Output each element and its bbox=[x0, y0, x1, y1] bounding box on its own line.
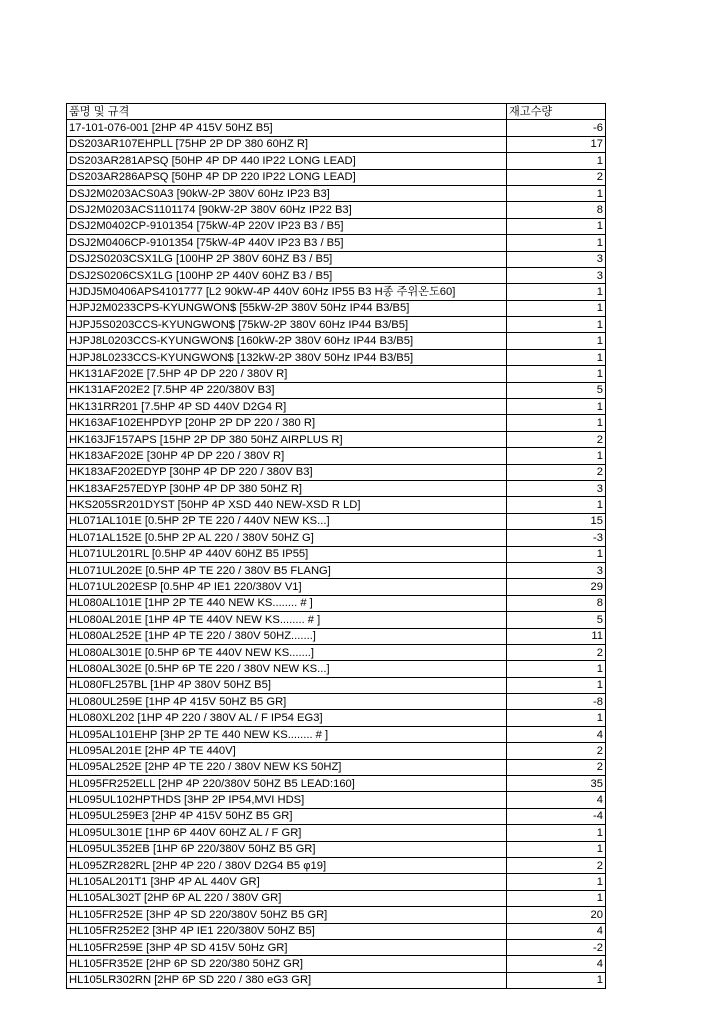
table-row bbox=[67, 153, 606, 169]
table-row bbox=[67, 185, 606, 201]
item-qty-cell: 17 bbox=[507, 136, 606, 152]
item-name-cell: HJDJ5M0406APS4101777 [L2 90kW-4P 440V 60Hz IP55 B3 H종 주위온도60] bbox=[67, 284, 507, 300]
item-qty-cell: 2 bbox=[507, 857, 606, 873]
table-row bbox=[67, 743, 606, 759]
item-qty-cell: 1 bbox=[507, 366, 606, 382]
item-name-cell: HK131AF202E2 [7.5HP 4P 220/380V B3] bbox=[67, 382, 507, 398]
item-name-cell: HL105AL201T1 [3HP 4P AL 440V GR] bbox=[67, 874, 507, 890]
item-qty-cell: 2 bbox=[507, 759, 606, 775]
item-qty-cell: 5 bbox=[507, 612, 606, 628]
item-qty-cell: 1 bbox=[507, 415, 606, 431]
item-name-cell: HL071AL101E [0.5HP 2P TE 220 / 440V NEW KS...] bbox=[67, 513, 507, 529]
table-row bbox=[67, 710, 606, 726]
item-name-cell: HJPJ5S0203CCS-KYUNGWON$ [75kW-2P 380V 60Hz IP44 B3/B5] bbox=[67, 317, 507, 333]
table-row bbox=[67, 480, 606, 496]
item-name-cell: DS203AR281APSQ [50HP 4P DP 440 IP22 LONG LEAD] bbox=[67, 153, 507, 169]
table-row bbox=[67, 382, 606, 398]
item-name-cell: HL095AL201E [2HP 4P TE 440V] bbox=[67, 743, 507, 759]
table-row bbox=[67, 169, 606, 185]
table-row bbox=[67, 415, 606, 431]
table-row bbox=[67, 120, 606, 136]
item-qty-cell: 35 bbox=[507, 776, 606, 792]
table-row bbox=[67, 612, 606, 628]
table-row bbox=[67, 776, 606, 792]
item-qty-cell: 15 bbox=[507, 513, 606, 529]
table-row bbox=[67, 235, 606, 251]
item-qty-cell: 5 bbox=[507, 382, 606, 398]
item-qty-cell: 4 bbox=[507, 726, 606, 742]
item-name-cell: HK131RR201 [7.5HP 4P SD 440V D2G4 R] bbox=[67, 399, 507, 415]
item-qty-cell: -6 bbox=[507, 120, 606, 136]
table-row bbox=[67, 857, 606, 873]
item-name-cell: HL095AL252E [2HP 4P TE 220 / 380V NEW KS 50HZ] bbox=[67, 759, 507, 775]
table-row bbox=[67, 841, 606, 857]
item-name-cell: DSJ2M0406CP-9101354 [75kW-4P 440V IP23 B3 / B5] bbox=[67, 235, 507, 251]
item-name-cell: HK183AF202EDYP [30HP 4P DP 220 / 380V B3] bbox=[67, 464, 507, 480]
table-row bbox=[67, 431, 606, 447]
item-name-cell: HL095AL101EHP [3HP 2P TE 440 NEW KS........ # ] bbox=[67, 726, 507, 742]
table-row bbox=[67, 661, 606, 677]
item-name-cell: HL105FR252E [3HP 4P SD 220/380V 50HZ B5 GR] bbox=[67, 907, 507, 923]
item-name-cell: HL105FR352E [2HP 6P SD 220/380 50HZ GR] bbox=[67, 956, 507, 972]
item-name-cell: HJPJ8L0233CCS-KYUNGWON$ [132kW-2P 380V 50Hz IP44 B3/B5] bbox=[67, 349, 507, 365]
table-row bbox=[67, 956, 606, 972]
item-name-cell: HL105FR259E [3HP 4P SD 415V 50Hz GR] bbox=[67, 939, 507, 955]
item-name-cell: HL071UL202ESP [0.5HP 4P IE1 220/380V V1] bbox=[67, 579, 507, 595]
table-row bbox=[67, 267, 606, 283]
item-name-cell: DS203AR286APSQ [50HP 4P DP 220 IP22 LONG LEAD] bbox=[67, 169, 507, 185]
item-qty-cell: 1 bbox=[507, 399, 606, 415]
item-qty-cell: 11 bbox=[507, 628, 606, 644]
item-name-cell: HL105AL302T [2HP 6P AL 220 / 380V GR] bbox=[67, 890, 507, 906]
table-row bbox=[67, 972, 606, 988]
item-name-cell: HK163JF157APS [15HP 2P DP 380 50HZ AIRPLUS R] bbox=[67, 431, 507, 447]
table-row bbox=[67, 448, 606, 464]
item-qty-cell: 1 bbox=[507, 153, 606, 169]
item-qty-cell: 2 bbox=[507, 644, 606, 660]
item-qty-cell: 1 bbox=[507, 284, 606, 300]
item-qty-cell: 3 bbox=[507, 267, 606, 283]
header-name: 품명 및 규격 bbox=[67, 104, 507, 120]
item-qty-cell: 1 bbox=[507, 825, 606, 841]
item-name-cell: HL095UL259E3 [2HP 4P 415V 50HZ B5 GR] bbox=[67, 808, 507, 824]
table-row bbox=[67, 694, 606, 710]
table-row bbox=[67, 333, 606, 349]
item-qty-cell: 1 bbox=[507, 235, 606, 251]
item-name-cell: HL105LR302RN [2HP 6P SD 220 / 380 eG3 GR] bbox=[67, 972, 507, 988]
item-qty-cell: 1 bbox=[507, 841, 606, 857]
table-row bbox=[67, 923, 606, 939]
table-row bbox=[67, 874, 606, 890]
table-row bbox=[67, 513, 606, 529]
item-name-cell: DSJ2S0203CSX1LG [100HP 2P 380V 60HZ B3 / B5] bbox=[67, 251, 507, 267]
item-qty-cell: 1 bbox=[507, 333, 606, 349]
item-qty-cell: -3 bbox=[507, 530, 606, 546]
item-qty-cell: 8 bbox=[507, 202, 606, 218]
item-qty-cell: 1 bbox=[507, 497, 606, 513]
table-row bbox=[67, 464, 606, 480]
item-name-cell: DSJ2M0203ACS0A3 [90kW-2P 380V 60Hz IP23 B3] bbox=[67, 185, 507, 201]
item-qty-cell: 1 bbox=[507, 710, 606, 726]
item-name-cell: HL080AL301E [0.5HP 6P TE 440V NEW KS.......] bbox=[67, 644, 507, 660]
item-name-cell: HJPJ2M0233CPS-KYUNGWON$ [55kW-2P 380V 50Hz IP44 B3/B5] bbox=[67, 300, 507, 316]
table-row bbox=[67, 759, 606, 775]
item-qty-cell: 1 bbox=[507, 218, 606, 234]
item-name-cell: HL080XL202 [1HP 4P 220 / 380V AL / F IP54 EG3] bbox=[67, 710, 507, 726]
item-qty-cell: -4 bbox=[507, 808, 606, 824]
item-name-cell: HK163AF102EHPDYP [20HP 2P DP 220 / 380 R] bbox=[67, 415, 507, 431]
item-name-cell: HL080FL257BL [1HP 4P 380V 50HZ B5] bbox=[67, 677, 507, 693]
table-row bbox=[67, 808, 606, 824]
item-name-cell: HK183AF202E [30HP 4P DP 220 / 380V R] bbox=[67, 448, 507, 464]
item-qty-cell: 4 bbox=[507, 956, 606, 972]
table-row bbox=[67, 890, 606, 906]
item-qty-cell: 1 bbox=[507, 972, 606, 988]
item-name-cell: HJPJ8L0203CCS-KYUNGWON$ [160kW-2P 380V 60Hz IP44 B3/B5] bbox=[67, 333, 507, 349]
table-row bbox=[67, 349, 606, 365]
item-name-cell: HL071UL202E [0.5HP 4P TE 220 / 380V B5 FLANG] bbox=[67, 562, 507, 578]
item-qty-cell: 1 bbox=[507, 874, 606, 890]
item-name-cell: HL105FR252E2 [3HP 4P IE1 220/380V 50HZ B5] bbox=[67, 923, 507, 939]
table-row bbox=[67, 792, 606, 808]
table-row bbox=[67, 907, 606, 923]
item-qty-cell: 1 bbox=[507, 677, 606, 693]
item-name-cell: DSJ2S0206CSX1LG [100HP 2P 440V 60HZ B3 / B5] bbox=[67, 267, 507, 283]
item-qty-cell: 3 bbox=[507, 562, 606, 578]
table-row bbox=[67, 644, 606, 660]
table-row bbox=[67, 300, 606, 316]
item-name-cell: DS203AR107EHPLL [75HP 2P DP 380 60HZ R] bbox=[67, 136, 507, 152]
item-qty-cell: -8 bbox=[507, 694, 606, 710]
item-qty-cell: -2 bbox=[507, 939, 606, 955]
item-name-cell: HK131AF202E [7.5HP 4P DP 220 / 380V R] bbox=[67, 366, 507, 382]
header-qty: 재고수량 bbox=[507, 104, 606, 120]
table-row bbox=[67, 546, 606, 562]
item-qty-cell: 4 bbox=[507, 923, 606, 939]
item-name-cell: HL095UL352EB [1HP 6P 220/380V 50HZ B5 GR] bbox=[67, 841, 507, 857]
item-qty-cell: 29 bbox=[507, 579, 606, 595]
item-qty-cell: 1 bbox=[507, 317, 606, 333]
item-qty-cell: 1 bbox=[507, 349, 606, 365]
table-row bbox=[67, 939, 606, 955]
table-row bbox=[67, 595, 606, 611]
item-name-cell: HKS205SR201DYST [50HP 4P XSD 440 NEW-XSD R LD] bbox=[67, 497, 507, 513]
item-name-cell: HL071AL152E [0.5HP 2P AL 220 / 380V 50HZ G] bbox=[67, 530, 507, 546]
table-row bbox=[67, 399, 606, 415]
header-row bbox=[67, 104, 606, 120]
table-row bbox=[67, 677, 606, 693]
table-row bbox=[67, 726, 606, 742]
item-qty-cell: 1 bbox=[507, 448, 606, 464]
item-qty-cell: 8 bbox=[507, 595, 606, 611]
item-name-cell: HL071UL201RL [0.5HP 4P 440V 60HZ B5 IP55] bbox=[67, 546, 507, 562]
table-row bbox=[67, 284, 606, 300]
item-name-cell: HL080AL252E [1HP 4P TE 220 / 380V 50HZ.......] bbox=[67, 628, 507, 644]
stock-table bbox=[66, 103, 606, 989]
item-name-cell: HL095UL102HPTHDS [3HP 2P IP54,MVI HDS] bbox=[67, 792, 507, 808]
table-body bbox=[67, 120, 606, 989]
item-name-cell: HL080UL259E [1HP 4P 415V 50HZ B5 GR] bbox=[67, 694, 507, 710]
table-row bbox=[67, 497, 606, 513]
item-name-cell: HL095ZR282RL [2HP 4P 220 / 380V D2G4 B5 φ19] bbox=[67, 857, 507, 873]
stock-sheet bbox=[66, 103, 605, 989]
item-qty-cell: 1 bbox=[507, 546, 606, 562]
table-row bbox=[67, 136, 606, 152]
item-qty-cell: 2 bbox=[507, 169, 606, 185]
table-row bbox=[67, 218, 606, 234]
item-qty-cell: 2 bbox=[507, 431, 606, 447]
table-row bbox=[67, 562, 606, 578]
item-qty-cell: 3 bbox=[507, 251, 606, 267]
item-qty-cell: 20 bbox=[507, 907, 606, 923]
item-name-cell: HL095FR252ELL [2HP 4P 220/380V 50HZ B5 LEAD:160] bbox=[67, 776, 507, 792]
item-qty-cell: 3 bbox=[507, 480, 606, 496]
item-name-cell: HL080AL302E [0.5HP 6P TE 220 / 380V NEW KS...] bbox=[67, 661, 507, 677]
table-row bbox=[67, 366, 606, 382]
item-name-cell: DSJ2M0203ACS1101174 [90kW-2P 380V 60Hz IP22 B3] bbox=[67, 202, 507, 218]
item-qty-cell: 2 bbox=[507, 743, 606, 759]
item-qty-cell: 1 bbox=[507, 300, 606, 316]
item-name-cell: HL080AL201E [1HP 4P TE 440V NEW KS........ # ] bbox=[67, 612, 507, 628]
table-row bbox=[67, 825, 606, 841]
table-row bbox=[67, 317, 606, 333]
table-row bbox=[67, 530, 606, 546]
item-qty-cell: 1 bbox=[507, 661, 606, 677]
item-name-cell: HK183AF257EDYP [30HP 4P DP 380 50HZ R] bbox=[67, 480, 507, 496]
item-qty-cell: 1 bbox=[507, 185, 606, 201]
item-name-cell: HL095UL301E [1HP 6P 440V 60HZ AL / F GR] bbox=[67, 825, 507, 841]
table-row bbox=[67, 628, 606, 644]
item-name-cell: 17-101-076-001 [2HP 4P 415V 50HZ B5] bbox=[67, 120, 507, 136]
item-qty-cell: 2 bbox=[507, 464, 606, 480]
item-qty-cell: 1 bbox=[507, 890, 606, 906]
item-name-cell: HL080AL101E [1HP 2P TE 440 NEW KS........ # ] bbox=[67, 595, 507, 611]
table-row bbox=[67, 579, 606, 595]
table-row bbox=[67, 251, 606, 267]
item-qty-cell: 4 bbox=[507, 792, 606, 808]
item-name-cell: DSJ2M0402CP-9101354 [75kW-4P 220V IP23 B3 / B5] bbox=[67, 218, 507, 234]
table-row bbox=[67, 202, 606, 218]
